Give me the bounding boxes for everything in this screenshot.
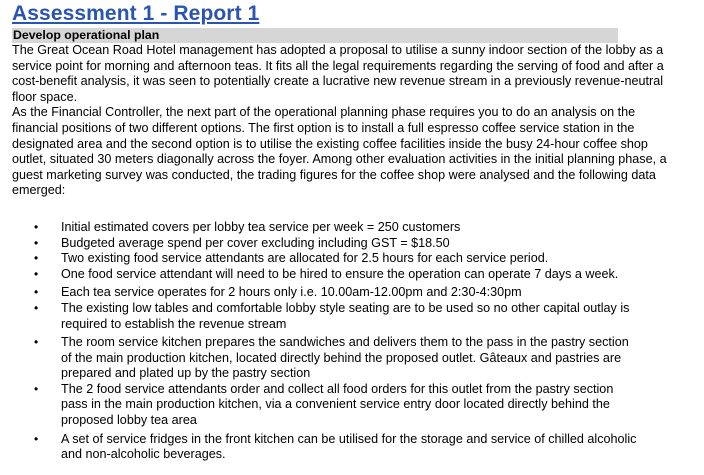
bullet-icon: • (34, 266, 39, 281)
list-item (12, 267, 641, 283)
list-item (12, 251, 641, 267)
list-item (12, 301, 641, 332)
list-item (12, 285, 641, 301)
bullet-icon: • (34, 381, 39, 396)
list-item-text: The room service kitchen prepares the sandwiches and delivers them to the pass in the pastry section of the main production kitchen, located directly behind the proposed outlet. Gâteaux and pastries are prepared and plated up by the pastry section (61, 335, 629, 381)
bullet-icon: • (34, 219, 39, 234)
bullet-icon: • (34, 300, 39, 315)
bullet-icon: • (34, 251, 39, 266)
list-item (12, 335, 641, 382)
paragraph-financial-controller: As the Financial Controller, the next part of the operational planning phase requires you to do an analysis on the financial positions of two different options. The first option is to install a full espresso coffee service station in the designated area and the second option is to utilise the existing coffee facilities inside the busy 24-hour coffee shop outlet, situated 30 meters diagonally across the foyer. Among other evaluation activities in the initial planning phase, a guest marketing survey was conducted, the trading figures for the coffee shop were analysed and the following data emerged: (12, 105, 667, 198)
list-item (12, 220, 641, 236)
bullet-icon: • (34, 285, 39, 300)
bullet-icon: • (34, 335, 39, 350)
list-item-text: Budgeted average spend per cover excluding including GST = $18.50 (61, 235, 450, 250)
list-item-text: One food service attendant will need to be hired to ensure the operation can operate 7 days a week. (61, 266, 619, 281)
section-heading: Develop operational plan (12, 28, 618, 43)
list-item-text: Two existing food service attendants are allocated for 2.5 hours for each service period. (61, 251, 549, 266)
list-item-text: A set of service fridges in the front kitchen can be utilised for the storage and service of chilled alcoholic and non-alcoholic beverages. (61, 431, 637, 462)
document-title: Assessment 1 - Report 1 (12, 2, 260, 25)
list-item-text: Initial estimated covers per lobby tea service per week = 250 customers (61, 219, 461, 234)
paragraph-intro: The Great Ocean Road Hotel management has adopted a proposal to utilise a sunny indoor section of the lobby as a service point for morning and afternoon teas. It fits all the legal requirements regarding the serving of food and after a cost-benefit analysis, it was seen to potentially create a lucrative new revenue stream in a previously revenue-neutral floor space. (12, 43, 664, 104)
bullet-icon: • (34, 431, 39, 446)
list-item-text: The 2 food service attendants order and collect all food orders for this outlet from the pastry section pass in the main production kitchen, via a convenient service entry door located directly behind the proposed lobby tea area (61, 381, 614, 428)
data-bullet-list (12, 220, 702, 463)
list-item (12, 382, 641, 429)
document-page (12, 0, 702, 463)
list-item-text: Each tea service operates for 2 hours only i.e. 10.00am-12.00pm and 2:30-4:30pm (61, 285, 522, 300)
list-item (12, 236, 641, 252)
list-item-text: The existing low tables and comfortable lobby style seating are to be used so no other capital outlay is required to establish the revenue stream (61, 300, 630, 331)
list-item (12, 432, 641, 463)
bullet-icon: • (34, 235, 39, 250)
